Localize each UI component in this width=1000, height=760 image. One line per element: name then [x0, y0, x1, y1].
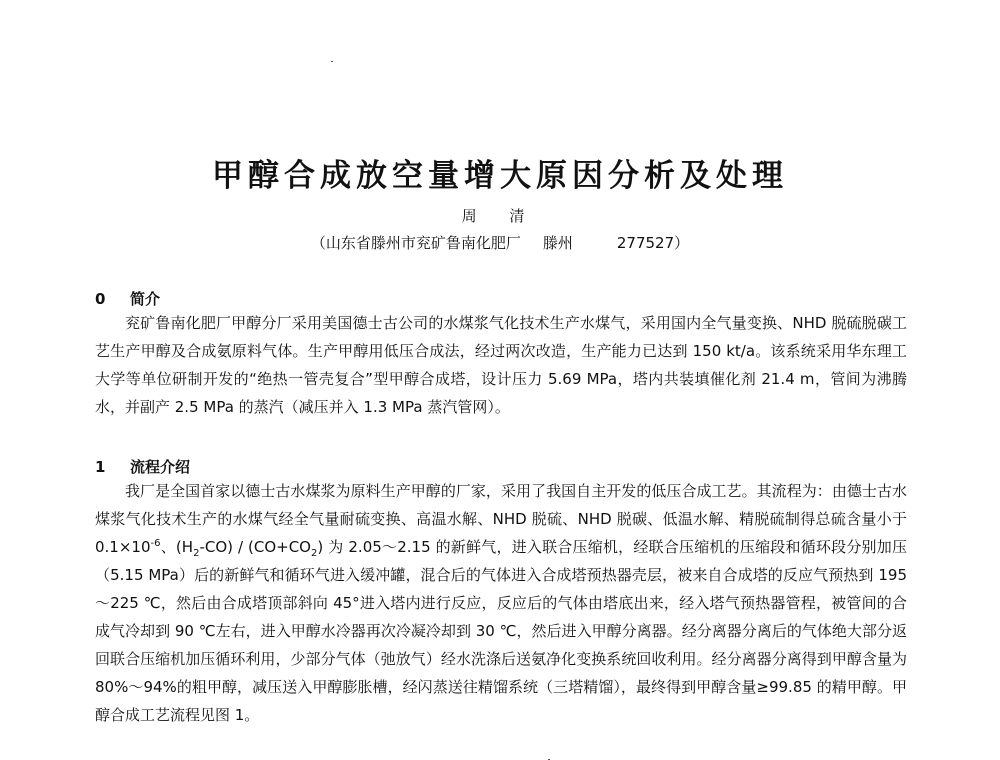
- section-number: 1: [95, 458, 106, 476]
- section-title: 流程介绍: [130, 458, 191, 476]
- scan-speck: [331, 61, 333, 62]
- author-affiliation: [0, 232, 1000, 253]
- section-body-0: [95, 309, 907, 421]
- section-heading-0: [95, 288, 160, 309]
- section-heading-1: [95, 456, 190, 477]
- author-name: 周 清: [461, 207, 539, 225]
- affiliation-close-paren: ）: [674, 234, 690, 252]
- section-body-1: [95, 477, 907, 729]
- affiliation-city: 滕州: [542, 234, 573, 252]
- affiliation-open-paren: （: [310, 234, 326, 252]
- section-title: 简介: [130, 290, 161, 308]
- article-title: 甲醇合成放空量增大原因分析及处理: [212, 158, 788, 194]
- paragraph: 我厂是全国首家以德士古水煤浆为原料生产甲醇的厂家，采用了我国自主开发的低压合成工艺。其流程为：由德士古水煤浆气化技术生产的水煤气经全气量耐硫变换、高温水解、NHD 脱硫、NHD 脱碳、低温水解、精脱硫制得总硫含量小于 $0.1\times 10^{-6}$、$(H_2-CO) / (CO+CO_2)$ 为 2.05～2.15 的新鲜气，进入联合压缩机，经联合压缩机的压缩段和循环段分别加压（5.15 MPa）后的新鲜气和循环气进入缓冲罐，混合后的气体进入合成塔预热器壳层，被来自合成塔的反应气预热到 195～225 ℃，然后由合成塔顶部斜向 45°进入塔内进行反应，反应后的气体由塔底出来，经入塔气预热器管程，被管间的合成气冷却到 90 ℃左右，进入甲醇水冷器再次冷凝冷却到 30 ℃，然后进入甲醇分离器。经分离器分离后的气体绝大部分返回联合压缩机加压循环利用，少部分气体（弛放气）经水洗涤后送氨净化变换系统回收利用。经分离器分离得到甲醇含量为 80%～94%的粗甲醇，减压送入甲醇膨胀槽，经闪蒸送往精馏系统（三塔精馏），最终得到甲醇含量≥99.85 的精甲醇。甲醇合成工艺流程见图 1。: [95, 482, 907, 724]
- section-number: 0: [95, 290, 106, 308]
- paragraph: 兖矿鲁南化肥厂甲醇分厂采用美国德士古公司的水煤浆气化技术生产水煤气，采用国内全气量变换、NHD 脱硫脱碳工艺生产甲醇及合成氨原料气体。生产甲醇用低压合成法，经过两次改造，生产能力已达到 150 kt/a。该系统采用华东理工大学等单位研制开发的“绝热一管壳复合”型甲醇合成塔，设计压力 5.69 MPa，塔内共装填催化剂 21.4 m，管间为沸腾水，并副产 2.5 MPa 的蒸汽（减压并入 1.3 MPa 蒸汽管网）。: [95, 314, 907, 416]
- affiliation-organization: 山东省滕州市兖矿鲁南化肥厂: [325, 234, 521, 252]
- affiliation-postcode: 277527: [616, 234, 675, 252]
